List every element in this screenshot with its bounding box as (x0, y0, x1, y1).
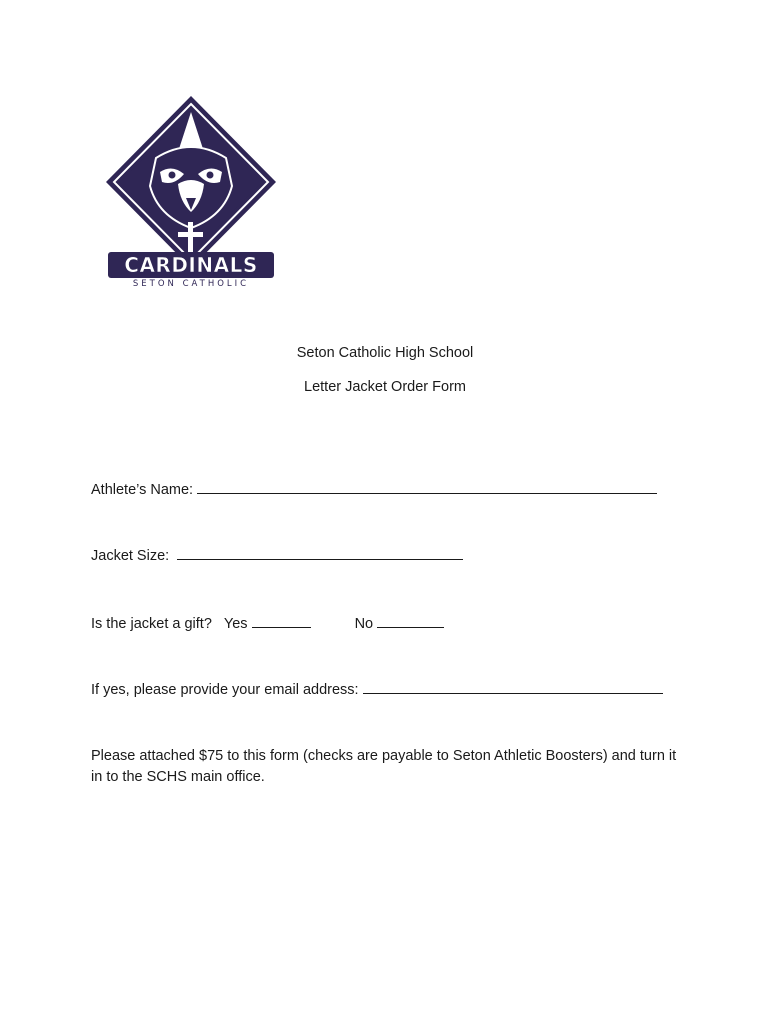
gift-no-label: No (354, 616, 374, 632)
athlete-name-blank[interactable] (197, 479, 657, 494)
email-label: If yes, please provide your email address: (91, 682, 359, 698)
email-blank[interactable] (363, 679, 663, 694)
gift-yes-blank[interactable] (252, 613, 311, 628)
email-field (91, 679, 663, 698)
payment-instructions: Please attached $75 to this form (checks are payable to Seton Athletic Boosters) and turn it in to the SCHS main office. (91, 748, 677, 785)
gift-yes-label: Yes (223, 616, 248, 632)
jacket-size-blank[interactable] (177, 545, 463, 560)
athlete-name-label: Athlete’s Name: (91, 482, 194, 498)
form-title: Letter Jacket Order Form (304, 379, 466, 395)
athlete-name-field (91, 479, 657, 498)
jacket-size-label: Jacket Size: (91, 548, 170, 564)
school-name: Seton Catholic High School (296, 345, 474, 361)
cardinals-logo (104, 94, 278, 288)
jacket-size-field (91, 545, 463, 564)
gift-no-blank[interactable] (377, 613, 444, 628)
logo-subtitle: SETON CATHOLIC (132, 279, 250, 288)
logo-wordmark: CARDINALS (124, 253, 258, 277)
gift-field (91, 613, 444, 632)
gift-question: Is the jacket a gift? (91, 616, 212, 632)
